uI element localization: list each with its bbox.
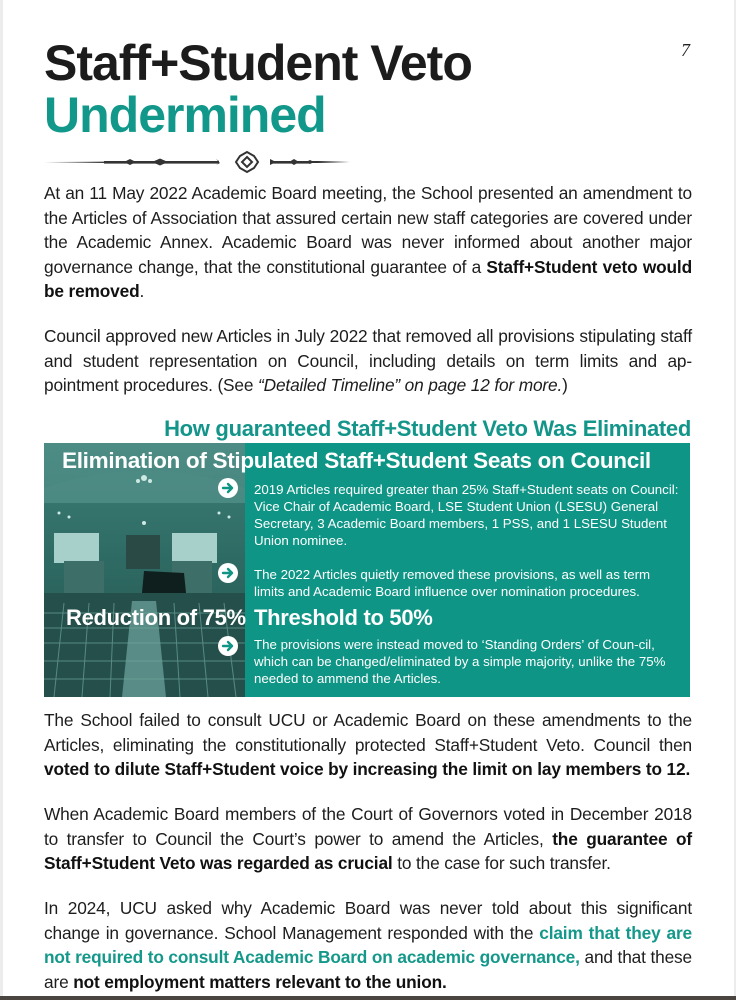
infobox-heading-2a: Reduction of 75%: [66, 605, 246, 630]
infobox-bullet-2: The 2022 Articles quietly removed these provisions, as well as term limits and Academic Board influence over nomination procedures.: [254, 567, 651, 599]
arrow-right-circle-icon: [218, 478, 238, 498]
paragraph-1-bold: Staff+Student veto would be removed: [44, 256, 692, 302]
page-bottom-bar: [0, 996, 736, 1000]
timeline-reference: “Detailed Timeline” on page 12 for more.: [258, 375, 563, 396]
paragraph-4-end: to the case for such transfer.: [392, 853, 611, 874]
paragraph-5-mid: and that these are: [44, 947, 692, 992]
infobox-heading-1: Elimination of Stipulated Staff+Student Seats on Council: [62, 448, 651, 473]
infobox-bullet-3: The provisions were instead moved to ‘Standing Orders’ of Coun-cil, which can be changed/eliminated by a simple majority, unlike the 75% needed to ammend the Articles.: [254, 637, 666, 686]
ornamental-divider-icon: [44, 150, 350, 174]
infobox: [44, 443, 690, 697]
paragraph-5-text: In 2024, UCU asked why Academic Board was never told about this significant change in governance. School Management responded with the: [44, 898, 692, 943]
infobox-section-heading: How guaranteed Staff+Student Veto Was Eliminated: [164, 416, 691, 441]
page-title-line2: Undermined: [44, 87, 326, 143]
page-title-line1: Staff+Student Veto: [44, 35, 472, 91]
paragraph-3-text: The School failed to consult UCU or Academic Board on these amendments to the Articles, eliminating the constitutionally protected Staff+Student Veto. Council then: [44, 710, 692, 755]
paragraph-1-text: At an 11 May 2022 Academic Board meeting, the School presented an amendment to the Articles of Association that assured certain new staff categories are covered under the Academic Annex. Academic Board was never informed about another major governance change, that the constitutional guarantee of a: [44, 183, 692, 277]
paragraph-5-bold: not employment matters relevant to the union.: [73, 971, 447, 992]
infobox-bullet-1: 2019 Articles required greater than 25% Staff+Student seats on Council: Vice Chair of Academic Board, LSE Student Union (LSESU) General Secretary, 3 Academic Board members, 1 PSS, and 1 LSESU Student Union nominee.: [254, 482, 679, 548]
paragraph-4-text: When Academic Board members of the Court of Governors voted in December 2018 to transfer to Council the Court’s power to amend the Articles,: [44, 804, 692, 849]
paragraph-3-bold: voted to dilute Staff+Student voice by increasing the limit on lay members to 12.: [44, 759, 691, 780]
paragraph-3: [44, 708, 692, 782]
paragraph-2-text: Council approved new Articles in July 2022 that removed all provisions stipulating staff and student representation on Council, including details on term limits and ap-pointment procedures. (See: [44, 326, 692, 396]
paragraph-5-highlight: claim that they are not required to consult Academic Board on academic governance,: [44, 922, 692, 968]
page-number: 7: [681, 40, 690, 60]
paragraph-2: [44, 324, 692, 398]
paragraph-1-end: .: [139, 281, 145, 302]
lecture-hall-photo: [44, 443, 245, 697]
paragraph-1: [44, 181, 692, 304]
paragraph-4: [44, 802, 692, 876]
page-edge-left: [0, 0, 3, 1000]
paragraph-5: [44, 896, 692, 994]
arrow-right-circle-icon: [218, 563, 238, 583]
paragraph-2-end: ): [562, 375, 568, 396]
arrow-right-circle-icon: [218, 636, 238, 656]
lecture-hall-illustration: [44, 443, 245, 697]
infobox-heading-2b: Threshold to 50%: [254, 605, 433, 630]
paragraph-4-bold: the guarantee of Staff+Student Veto was regarded as crucial: [44, 828, 692, 874]
